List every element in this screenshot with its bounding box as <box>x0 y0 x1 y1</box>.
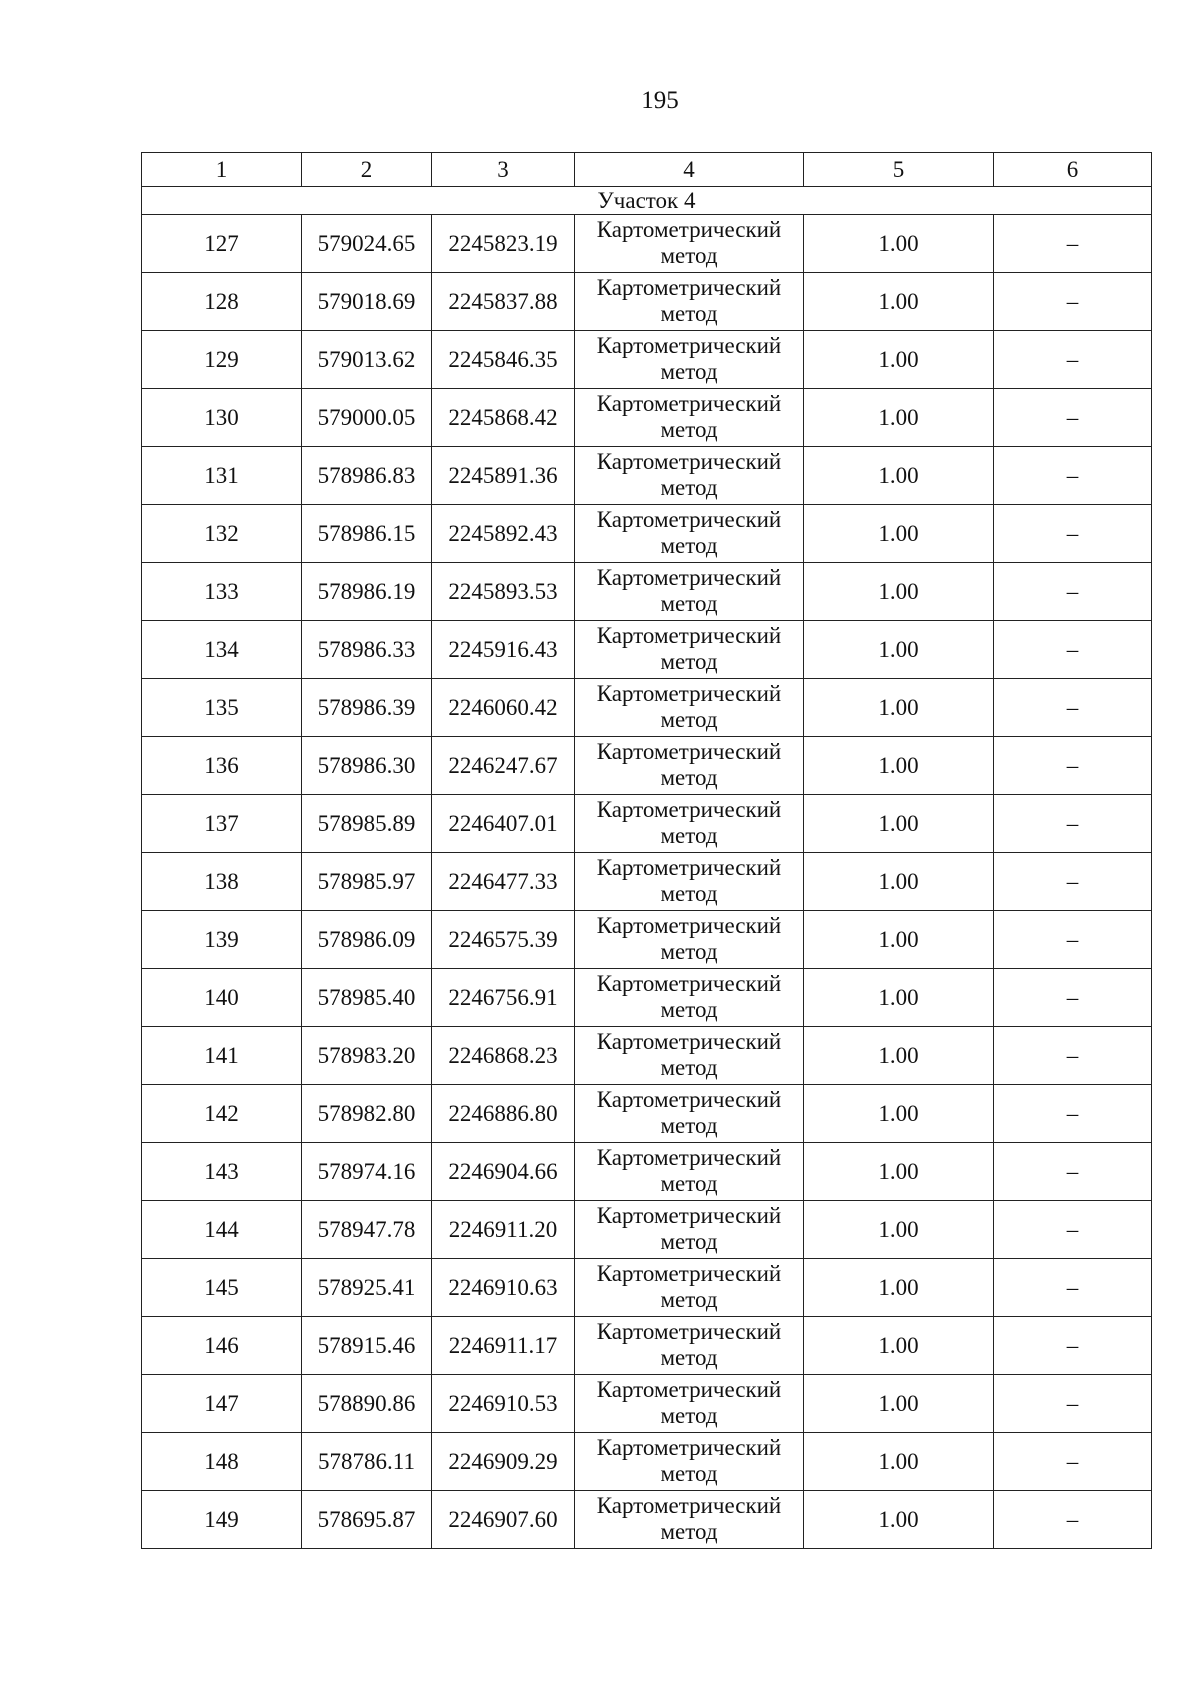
method-line-2: метод <box>660 416 718 442</box>
method-cell <box>575 505 804 563</box>
x-coordinate-cell: 578986.15 <box>302 505 432 563</box>
method-line-2: метод <box>660 358 718 384</box>
point-number-cell: 127 <box>142 215 302 273</box>
column-number-2: 2 <box>302 153 432 187</box>
x-coordinate-cell: 578986.39 <box>302 679 432 737</box>
method-line-1: Картометрический <box>596 216 782 242</box>
method-cell <box>575 1143 804 1201</box>
method-cell <box>575 1085 804 1143</box>
point-number-cell: 145 <box>142 1259 302 1317</box>
point-number-cell: 128 <box>142 273 302 331</box>
table-row <box>142 1317 1152 1375</box>
method-line-1: Картометрический <box>596 1202 782 1228</box>
y-coordinate-cell: 2245846.35 <box>432 331 575 389</box>
method-cell <box>575 563 804 621</box>
y-coordinate-cell: 2245837.88 <box>432 273 575 331</box>
method-line-1: Картометрический <box>596 622 782 648</box>
accuracy-cell: 1.00 <box>804 1085 994 1143</box>
method-line-1: Картометрический <box>596 796 782 822</box>
table-row <box>142 447 1152 505</box>
method-line-2: метод <box>660 648 718 674</box>
description-cell: – <box>994 795 1152 853</box>
x-coordinate-cell: 578695.87 <box>302 1491 432 1549</box>
description-cell: – <box>994 737 1152 795</box>
method-cell <box>575 621 804 679</box>
method-line-1: Картометрический <box>596 854 782 880</box>
table-row <box>142 1375 1152 1433</box>
point-number-cell: 135 <box>142 679 302 737</box>
x-coordinate-cell: 578925.41 <box>302 1259 432 1317</box>
method-cell <box>575 969 804 1027</box>
description-cell: – <box>994 331 1152 389</box>
accuracy-cell: 1.00 <box>804 215 994 273</box>
x-coordinate-cell: 578986.83 <box>302 447 432 505</box>
section-title: Участок 4 <box>142 187 1152 215</box>
accuracy-cell: 1.00 <box>804 1201 994 1259</box>
point-number-cell: 139 <box>142 911 302 969</box>
method-cell <box>575 1201 804 1259</box>
method-cell <box>575 1433 804 1491</box>
y-coordinate-cell: 2246060.42 <box>432 679 575 737</box>
description-cell: – <box>994 447 1152 505</box>
method-line-1: Картометрический <box>596 390 782 416</box>
method-line-1: Картометрический <box>596 738 782 764</box>
description-cell: – <box>994 1027 1152 1085</box>
method-line-2: метод <box>660 242 718 268</box>
y-coordinate-cell: 2245823.19 <box>432 215 575 273</box>
point-number-cell: 142 <box>142 1085 302 1143</box>
method-cell <box>575 447 804 505</box>
method-cell <box>575 1259 804 1317</box>
accuracy-cell: 1.00 <box>804 447 994 505</box>
accuracy-cell: 1.00 <box>804 389 994 447</box>
table-row <box>142 969 1152 1027</box>
column-number-5: 5 <box>804 153 994 187</box>
description-cell: – <box>994 505 1152 563</box>
method-line-2: метод <box>660 1286 718 1312</box>
method-line-1: Картометрический <box>596 1376 782 1402</box>
y-coordinate-cell: 2246477.33 <box>432 853 575 911</box>
x-coordinate-cell: 578915.46 <box>302 1317 432 1375</box>
accuracy-cell: 1.00 <box>804 853 994 911</box>
accuracy-cell: 1.00 <box>804 1317 994 1375</box>
y-coordinate-cell: 2246907.60 <box>432 1491 575 1549</box>
x-coordinate-cell: 578985.97 <box>302 853 432 911</box>
description-cell: – <box>994 1085 1152 1143</box>
method-line-1: Картометрический <box>596 1086 782 1112</box>
method-line-1: Картометрический <box>596 1318 782 1344</box>
table-row <box>142 853 1152 911</box>
method-cell <box>575 853 804 911</box>
section-row <box>142 187 1152 215</box>
table-row <box>142 1201 1152 1259</box>
y-coordinate-cell: 2246247.67 <box>432 737 575 795</box>
method-cell <box>575 273 804 331</box>
accuracy-cell: 1.00 <box>804 563 994 621</box>
method-cell <box>575 215 804 273</box>
method-line-2: метод <box>660 532 718 558</box>
method-line-2: метод <box>660 822 718 848</box>
y-coordinate-cell: 2246756.91 <box>432 969 575 1027</box>
method-line-1: Картометрический <box>596 274 782 300</box>
x-coordinate-cell: 578982.80 <box>302 1085 432 1143</box>
description-cell: – <box>994 1143 1152 1201</box>
description-cell: – <box>994 389 1152 447</box>
column-number-row <box>142 153 1152 187</box>
table-row <box>142 505 1152 563</box>
method-cell <box>575 1375 804 1433</box>
accuracy-cell: 1.00 <box>804 331 994 389</box>
column-number-4: 4 <box>575 153 804 187</box>
method-line-2: метод <box>660 938 718 964</box>
method-line-1: Картометрический <box>596 564 782 590</box>
x-coordinate-cell: 578786.11 <box>302 1433 432 1491</box>
point-number-cell: 138 <box>142 853 302 911</box>
column-number-1: 1 <box>142 153 302 187</box>
point-number-cell: 144 <box>142 1201 302 1259</box>
table-row <box>142 621 1152 679</box>
table-row <box>142 1027 1152 1085</box>
method-cell <box>575 1027 804 1085</box>
method-cell <box>575 795 804 853</box>
method-line-2: метод <box>660 996 718 1022</box>
accuracy-cell: 1.00 <box>804 969 994 1027</box>
method-line-1: Картометрический <box>596 1028 782 1054</box>
accuracy-cell: 1.00 <box>804 911 994 969</box>
description-cell: – <box>994 621 1152 679</box>
page-number: 195 <box>641 87 679 114</box>
method-line-2: метод <box>660 1460 718 1486</box>
accuracy-cell: 1.00 <box>804 1375 994 1433</box>
method-line-2: метод <box>660 1402 718 1428</box>
description-cell: – <box>994 1201 1152 1259</box>
method-line-2: метод <box>660 1344 718 1370</box>
method-cell <box>575 331 804 389</box>
method-line-2: метод <box>660 300 718 326</box>
point-number-cell: 149 <box>142 1491 302 1549</box>
method-line-1: Картометрический <box>596 1144 782 1170</box>
point-number-cell: 148 <box>142 1433 302 1491</box>
y-coordinate-cell: 2246868.23 <box>432 1027 575 1085</box>
table-row <box>142 1259 1152 1317</box>
table-row <box>142 215 1152 273</box>
accuracy-cell: 1.00 <box>804 1027 994 1085</box>
x-coordinate-cell: 578985.40 <box>302 969 432 1027</box>
x-coordinate-cell: 578985.89 <box>302 795 432 853</box>
description-cell: – <box>994 215 1152 273</box>
accuracy-cell: 1.00 <box>804 1143 994 1201</box>
x-coordinate-cell: 578986.09 <box>302 911 432 969</box>
table-row <box>142 331 1152 389</box>
point-number-cell: 140 <box>142 969 302 1027</box>
method-cell <box>575 1317 804 1375</box>
method-line-1: Картометрический <box>596 1492 782 1518</box>
description-cell: – <box>994 563 1152 621</box>
y-coordinate-cell: 2246910.53 <box>432 1375 575 1433</box>
method-line-2: метод <box>660 880 718 906</box>
method-line-2: метод <box>660 1518 718 1544</box>
x-coordinate-cell: 578974.16 <box>302 1143 432 1201</box>
method-line-1: Картометрический <box>596 912 782 938</box>
method-cell <box>575 1491 804 1549</box>
method-line-1: Картометрический <box>596 332 782 358</box>
point-number-cell: 137 <box>142 795 302 853</box>
accuracy-cell: 1.00 <box>804 1491 994 1549</box>
y-coordinate-cell: 2245892.43 <box>432 505 575 563</box>
x-coordinate-cell: 579024.65 <box>302 215 432 273</box>
method-cell <box>575 679 804 737</box>
table-row <box>142 679 1152 737</box>
table-row <box>142 273 1152 331</box>
description-cell: – <box>994 1375 1152 1433</box>
method-line-2: метод <box>660 1112 718 1138</box>
x-coordinate-cell: 578986.19 <box>302 563 432 621</box>
table-row <box>142 1143 1152 1201</box>
table-row <box>142 795 1152 853</box>
method-line-1: Картометрический <box>596 506 782 532</box>
table-body <box>142 153 1152 1549</box>
y-coordinate-cell: 2246904.66 <box>432 1143 575 1201</box>
point-number-cell: 130 <box>142 389 302 447</box>
method-line-2: метод <box>660 1228 718 1254</box>
point-number-cell: 136 <box>142 737 302 795</box>
y-coordinate-cell: 2246575.39 <box>432 911 575 969</box>
description-cell: – <box>994 969 1152 1027</box>
description-cell: – <box>994 1317 1152 1375</box>
table-row <box>142 1433 1152 1491</box>
method-line-2: метод <box>660 590 718 616</box>
y-coordinate-cell: 2246911.17 <box>432 1317 575 1375</box>
accuracy-cell: 1.00 <box>804 737 994 795</box>
method-line-1: Картометрический <box>596 1260 782 1286</box>
y-coordinate-cell: 2246910.63 <box>432 1259 575 1317</box>
method-line-1: Картометрический <box>596 1434 782 1460</box>
method-line-1: Картометрический <box>596 680 782 706</box>
y-coordinate-cell: 2246886.80 <box>432 1085 575 1143</box>
point-number-cell: 132 <box>142 505 302 563</box>
x-coordinate-cell: 579013.62 <box>302 331 432 389</box>
point-number-cell: 147 <box>142 1375 302 1433</box>
x-coordinate-cell: 579000.05 <box>302 389 432 447</box>
method-cell <box>575 911 804 969</box>
method-line-1: Картометрический <box>596 970 782 996</box>
method-line-2: метод <box>660 474 718 500</box>
description-cell: – <box>994 853 1152 911</box>
x-coordinate-cell: 578890.86 <box>302 1375 432 1433</box>
accuracy-cell: 1.00 <box>804 1433 994 1491</box>
method-line-1: Картометрический <box>596 448 782 474</box>
table-row <box>142 563 1152 621</box>
x-coordinate-cell: 579018.69 <box>302 273 432 331</box>
description-cell: – <box>994 273 1152 331</box>
description-cell: – <box>994 679 1152 737</box>
accuracy-cell: 1.00 <box>804 273 994 331</box>
column-number-3: 3 <box>432 153 575 187</box>
x-coordinate-cell: 578986.33 <box>302 621 432 679</box>
method-line-2: метод <box>660 1054 718 1080</box>
accuracy-cell: 1.00 <box>804 1259 994 1317</box>
point-number-cell: 134 <box>142 621 302 679</box>
point-number-cell: 133 <box>142 563 302 621</box>
description-cell: – <box>994 1433 1152 1491</box>
table-row <box>142 1491 1152 1549</box>
accuracy-cell: 1.00 <box>804 679 994 737</box>
description-cell: – <box>994 911 1152 969</box>
table-row <box>142 737 1152 795</box>
accuracy-cell: 1.00 <box>804 621 994 679</box>
point-number-cell: 131 <box>142 447 302 505</box>
x-coordinate-cell: 578947.78 <box>302 1201 432 1259</box>
x-coordinate-cell: 578983.20 <box>302 1027 432 1085</box>
x-coordinate-cell: 578986.30 <box>302 737 432 795</box>
y-coordinate-cell: 2245868.42 <box>432 389 575 447</box>
point-number-cell: 143 <box>142 1143 302 1201</box>
y-coordinate-cell: 2246909.29 <box>432 1433 575 1491</box>
accuracy-cell: 1.00 <box>804 505 994 563</box>
method-line-2: метод <box>660 1170 718 1196</box>
method-cell <box>575 389 804 447</box>
y-coordinate-cell: 2245893.53 <box>432 563 575 621</box>
method-line-2: метод <box>660 706 718 732</box>
description-cell: – <box>994 1491 1152 1549</box>
method-cell <box>575 737 804 795</box>
table-row <box>142 911 1152 969</box>
table-row <box>142 1085 1152 1143</box>
y-coordinate-cell: 2245916.43 <box>432 621 575 679</box>
point-number-cell: 146 <box>142 1317 302 1375</box>
y-coordinate-cell: 2245891.36 <box>432 447 575 505</box>
table-row <box>142 389 1152 447</box>
point-number-cell: 141 <box>142 1027 302 1085</box>
accuracy-cell: 1.00 <box>804 795 994 853</box>
point-number-cell: 129 <box>142 331 302 389</box>
method-line-2: метод <box>660 764 718 790</box>
y-coordinate-cell: 2246911.20 <box>432 1201 575 1259</box>
description-cell: – <box>994 1259 1152 1317</box>
coordinates-table <box>141 152 1152 1549</box>
column-number-6: 6 <box>994 153 1152 187</box>
y-coordinate-cell: 2246407.01 <box>432 795 575 853</box>
